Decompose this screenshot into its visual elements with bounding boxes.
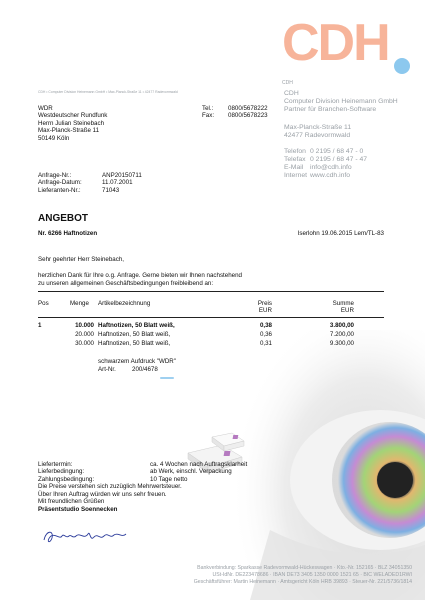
contact-row <box>284 164 367 172</box>
item-art-number <box>98 366 158 373</box>
intro-line-1: herzlichen Dank für Ihre o.g. Anfrage. Gerne bieten wir Ihnen nachstehend <box>38 272 242 279</box>
recipient-address <box>38 105 107 142</box>
marker-line <box>160 377 174 379</box>
tax-note: Die Preise verstehen sich zuzüglich Mehrwertsteuer. <box>38 483 182 491</box>
eye-background-image <box>230 330 425 600</box>
contact-value: 0 2195 / 68 47 - 0 <box>310 148 364 155</box>
table-top-rule <box>38 291 384 292</box>
recipient-contact-row <box>202 105 268 112</box>
contact-value: 0 2195 / 68 47 - 47 <box>310 156 368 163</box>
footer-line: Geschäftsführer: Martin Heinemann · Amtsgericht Köln HRB 39893 · Steuer-Nr. 221/5736/1814 <box>193 579 412 585</box>
company-contacts <box>284 148 367 180</box>
meta-label: Lieferanten-Nr.: <box>38 186 81 194</box>
contact-row <box>284 172 367 180</box>
row-preis: 0,38 <box>259 322 272 329</box>
th-pos: Pos <box>38 300 49 307</box>
company-line: CDH <box>282 80 293 86</box>
company-line: CDH <box>284 90 299 97</box>
meta-row <box>38 172 142 179</box>
contact-value: info@cdh.info <box>310 164 352 171</box>
spacer <box>284 114 398 124</box>
term-label: Zahlungsbedingung: <box>38 475 95 483</box>
th-summe-unit: EUR <box>340 307 354 314</box>
contact-label: Telefax <box>284 156 306 163</box>
recipient-line: Westdeutscher Rundfunk <box>38 112 108 120</box>
greeting: Mit freundlichen Grüßen <box>38 498 105 505</box>
contact-row <box>284 156 367 164</box>
row-menge: 20.000 <box>75 331 94 338</box>
footer-line: USt-IdNr. DE223478686 · IBAN DE73 3405 1350 0000 1521 65 · BIC WELADED1RWI <box>212 572 412 578</box>
contact-label: E-Mail <box>284 164 304 171</box>
fax-value: 0800/5678223 <box>228 112 268 120</box>
table-header-rule <box>38 317 384 318</box>
row-pos: 1 <box>38 322 42 329</box>
company-line: Max-Planck-Straße 11 <box>284 124 352 131</box>
meta-row <box>38 187 142 194</box>
meta-label: Anfrage-Datum: <box>38 179 82 187</box>
place-date: Iserlohn 19.06.2015 Lem/TL-83 <box>297 230 384 237</box>
term-value: 10 Tage netto <box>150 475 188 483</box>
th-preis: Preis <box>257 300 272 307</box>
intro-line-2: zu unseren allgemeinen Geschäftsbedingungen freibleibend an: <box>38 280 214 287</box>
logo-letters: CDH <box>282 14 389 72</box>
row-summe: 9.300,00 <box>329 340 354 347</box>
terms-block <box>38 461 247 498</box>
item-detail-print: schwarzem Aufdruck "WDR" <box>98 358 176 365</box>
row-menge: 30.000 <box>75 340 94 347</box>
row-artikel: Haftnotizen, 50 Blatt weiß, <box>98 322 175 329</box>
row-summe: 7.200,00 <box>329 331 354 338</box>
sender-line: CDH • Computer Division Heinemann GmbH • Max-Planck-Straße 11 • 42477 Radevormwald <box>38 90 178 94</box>
recipient-contact <box>202 105 268 120</box>
company-line: Computer Division Heinemann GmbH <box>284 98 398 105</box>
company-line: 42477 Radevormwald <box>284 132 351 139</box>
tel-value: 0800/5678222 <box>228 105 268 112</box>
document-subject: Nr. 6266 Haftnotizen <box>38 230 98 237</box>
meta-value: 71043 <box>102 186 120 194</box>
footer <box>60 565 412 586</box>
recipient-line: 50149 Köln <box>38 134 70 142</box>
cdh-logo <box>282 14 410 76</box>
term-value: ca. 4 Wochen nach Auftragsklarheit <box>150 461 248 468</box>
th-menge: Menge <box>70 300 89 307</box>
tel-label: Tel.: <box>202 105 214 112</box>
row-preis: 0,31 <box>259 340 272 347</box>
contact-value: www.cdh.info <box>310 172 351 179</box>
meta-value: 11.07.2001 <box>102 179 133 187</box>
th-summe: Summe <box>332 300 354 307</box>
row-artikel: Haftnotizen, 50 Blatt weiß, <box>98 340 171 347</box>
document-title: ANGEBOT <box>38 213 88 224</box>
art-value: 200/4678 <box>132 366 158 373</box>
recipient-contact-row <box>202 112 268 119</box>
term-row <box>38 468 247 475</box>
th-preis-unit: EUR <box>258 307 272 314</box>
row-artikel: Haftnotizen, 50 Blatt weiß, <box>98 331 171 338</box>
contact-label: Telefon <box>284 148 306 155</box>
row-menge: 10.000 <box>75 322 94 329</box>
term-row <box>38 476 247 483</box>
meta-value: ANP20150711 <box>102 172 142 179</box>
term-label: Liefertermin: <box>38 461 73 468</box>
recipient-line: WDR <box>38 105 53 112</box>
contact-row <box>284 148 367 156</box>
row-preis: 0,36 <box>259 331 272 338</box>
company-block <box>282 80 293 86</box>
contact-label: Internet <box>284 172 308 179</box>
term-value: ab Werk, einschl. Verpackung <box>150 468 232 476</box>
th-artikel: Artikelbezeichnung <box>98 300 151 307</box>
recipient-line: Max-Planck-Straße 11 <box>38 127 100 135</box>
closing-note: Über Ihren Auftrag würden wir uns sehr freuen. <box>38 490 167 498</box>
art-label: Art-Nr. <box>98 366 116 373</box>
salutation: Sehr geehrter Herr Steinebach, <box>38 256 124 263</box>
fax-label: Fax: <box>202 112 215 120</box>
signature <box>40 524 130 548</box>
footer-line: Bankverbindung: Sparkasse Radevormwald-Hückeswagen · Kto.-Nr. 152165 · BLZ 34051350 <box>197 565 412 571</box>
term-label: Lieferbedingung: <box>38 468 85 476</box>
row-summe: 3.800,00 <box>329 322 354 329</box>
term-row <box>38 461 247 468</box>
recipient-line: Herrn Julian Steinebach <box>38 119 105 127</box>
meta-row <box>38 179 142 186</box>
company-details <box>284 90 398 140</box>
signer-name: Präsentstudio Soennecken <box>38 506 118 513</box>
meta-label: Anfrage-Nr.: <box>38 172 72 179</box>
logo-dot <box>394 58 410 74</box>
request-meta <box>38 172 142 194</box>
company-line: Partner für Branchen-Software <box>284 106 377 113</box>
